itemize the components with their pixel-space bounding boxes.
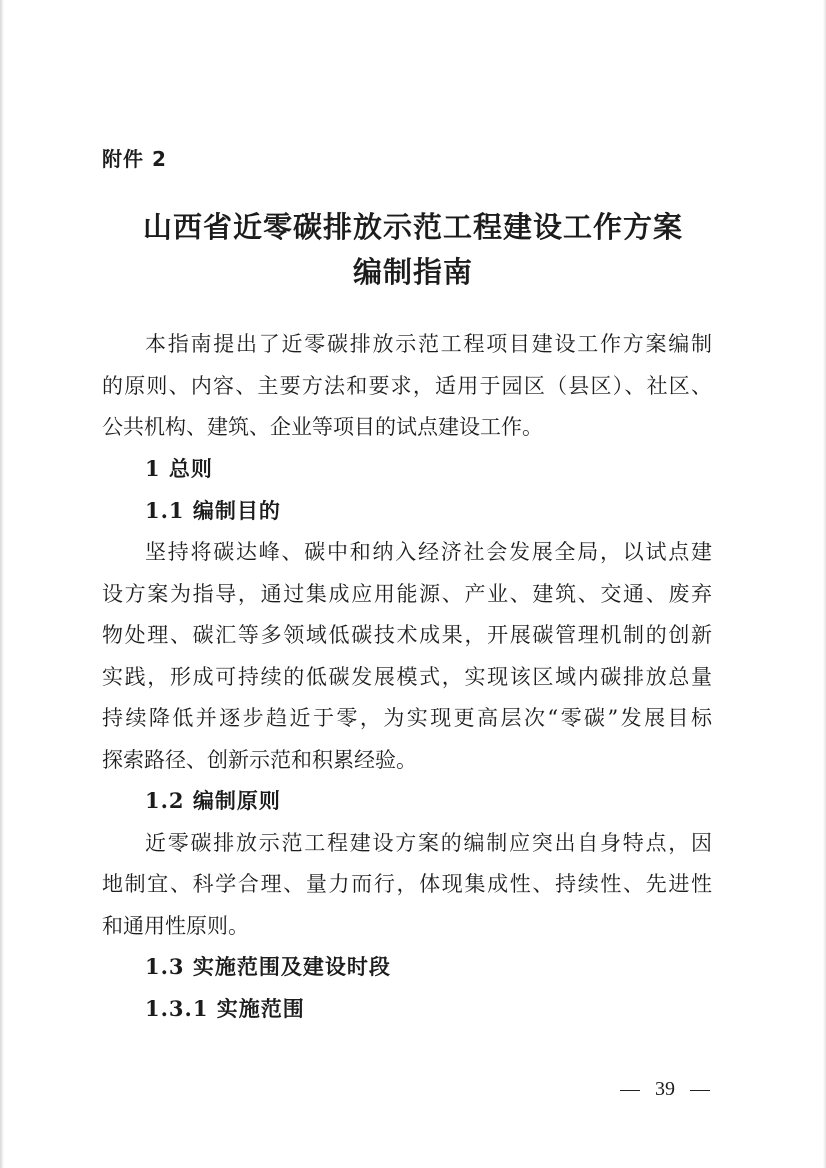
section-heading-1-3-1: 1.3.1 实施范围 <box>145 996 305 1021</box>
document-title-line-1: 山西省近零碳排放示范工程建设工作方案 <box>142 210 683 244</box>
purpose-line-2: 设方案为指导，通过集成应用能源、产业、建筑、交通、废弃 <box>102 582 712 606</box>
principle-line-2: 地制宜、科学合理、量力而行，体现集成性、持续性、先进性 <box>102 872 712 896</box>
intro-line-2: 的原则、内容、主要方法和要求，适用于园区（县区）、社区、 <box>102 374 712 398</box>
section-heading-1-2: 1.2 编制原则 <box>145 788 281 813</box>
attachment-label: 附件 2 <box>102 147 167 171</box>
section-heading-1: 1 总则 <box>145 456 213 481</box>
page-footer <box>610 1078 720 1101</box>
purpose-line-1: 坚持将碳达峰、碳中和纳入经济社会发展全局，以试点建 <box>145 540 712 564</box>
footer-dash-right <box>690 1090 710 1091</box>
purpose-line-5: 持续降低并逐步趋近于零，为实现更高层次“零碳”发展目标 <box>102 706 712 730</box>
principle-line-1: 近零碳排放示范工程建设方案的编制应突出自身特点，因 <box>145 831 712 855</box>
intro-line-1: 本指南提出了近零碳排放示范工程项目建设工作方案编制 <box>145 332 712 356</box>
page-number: 39 <box>655 1078 675 1100</box>
section-heading-1-1: 1.1 编制目的 <box>145 498 281 523</box>
purpose-line-4: 实践，形成可持续的低碳发展模式，实现该区域内碳排放总量 <box>102 665 712 689</box>
purpose-line-3: 物处理、碳汇等多领域低碳技术成果，开展碳管理机制的创新 <box>102 623 712 647</box>
scan-left-edge <box>0 0 4 1168</box>
intro-line-3: 公共机构、建筑、企业等项目的试点建设工作。 <box>102 415 543 439</box>
purpose-line-6: 探索路径、创新示范和积累经验。 <box>102 748 417 772</box>
section-heading-1-3: 1.3 实施范围及建设时段 <box>145 954 391 979</box>
document-title-line-2: 编制指南 <box>352 255 473 289</box>
principle-line-3: 和通用性原则。 <box>102 914 249 938</box>
footer-dash-left <box>620 1090 640 1091</box>
